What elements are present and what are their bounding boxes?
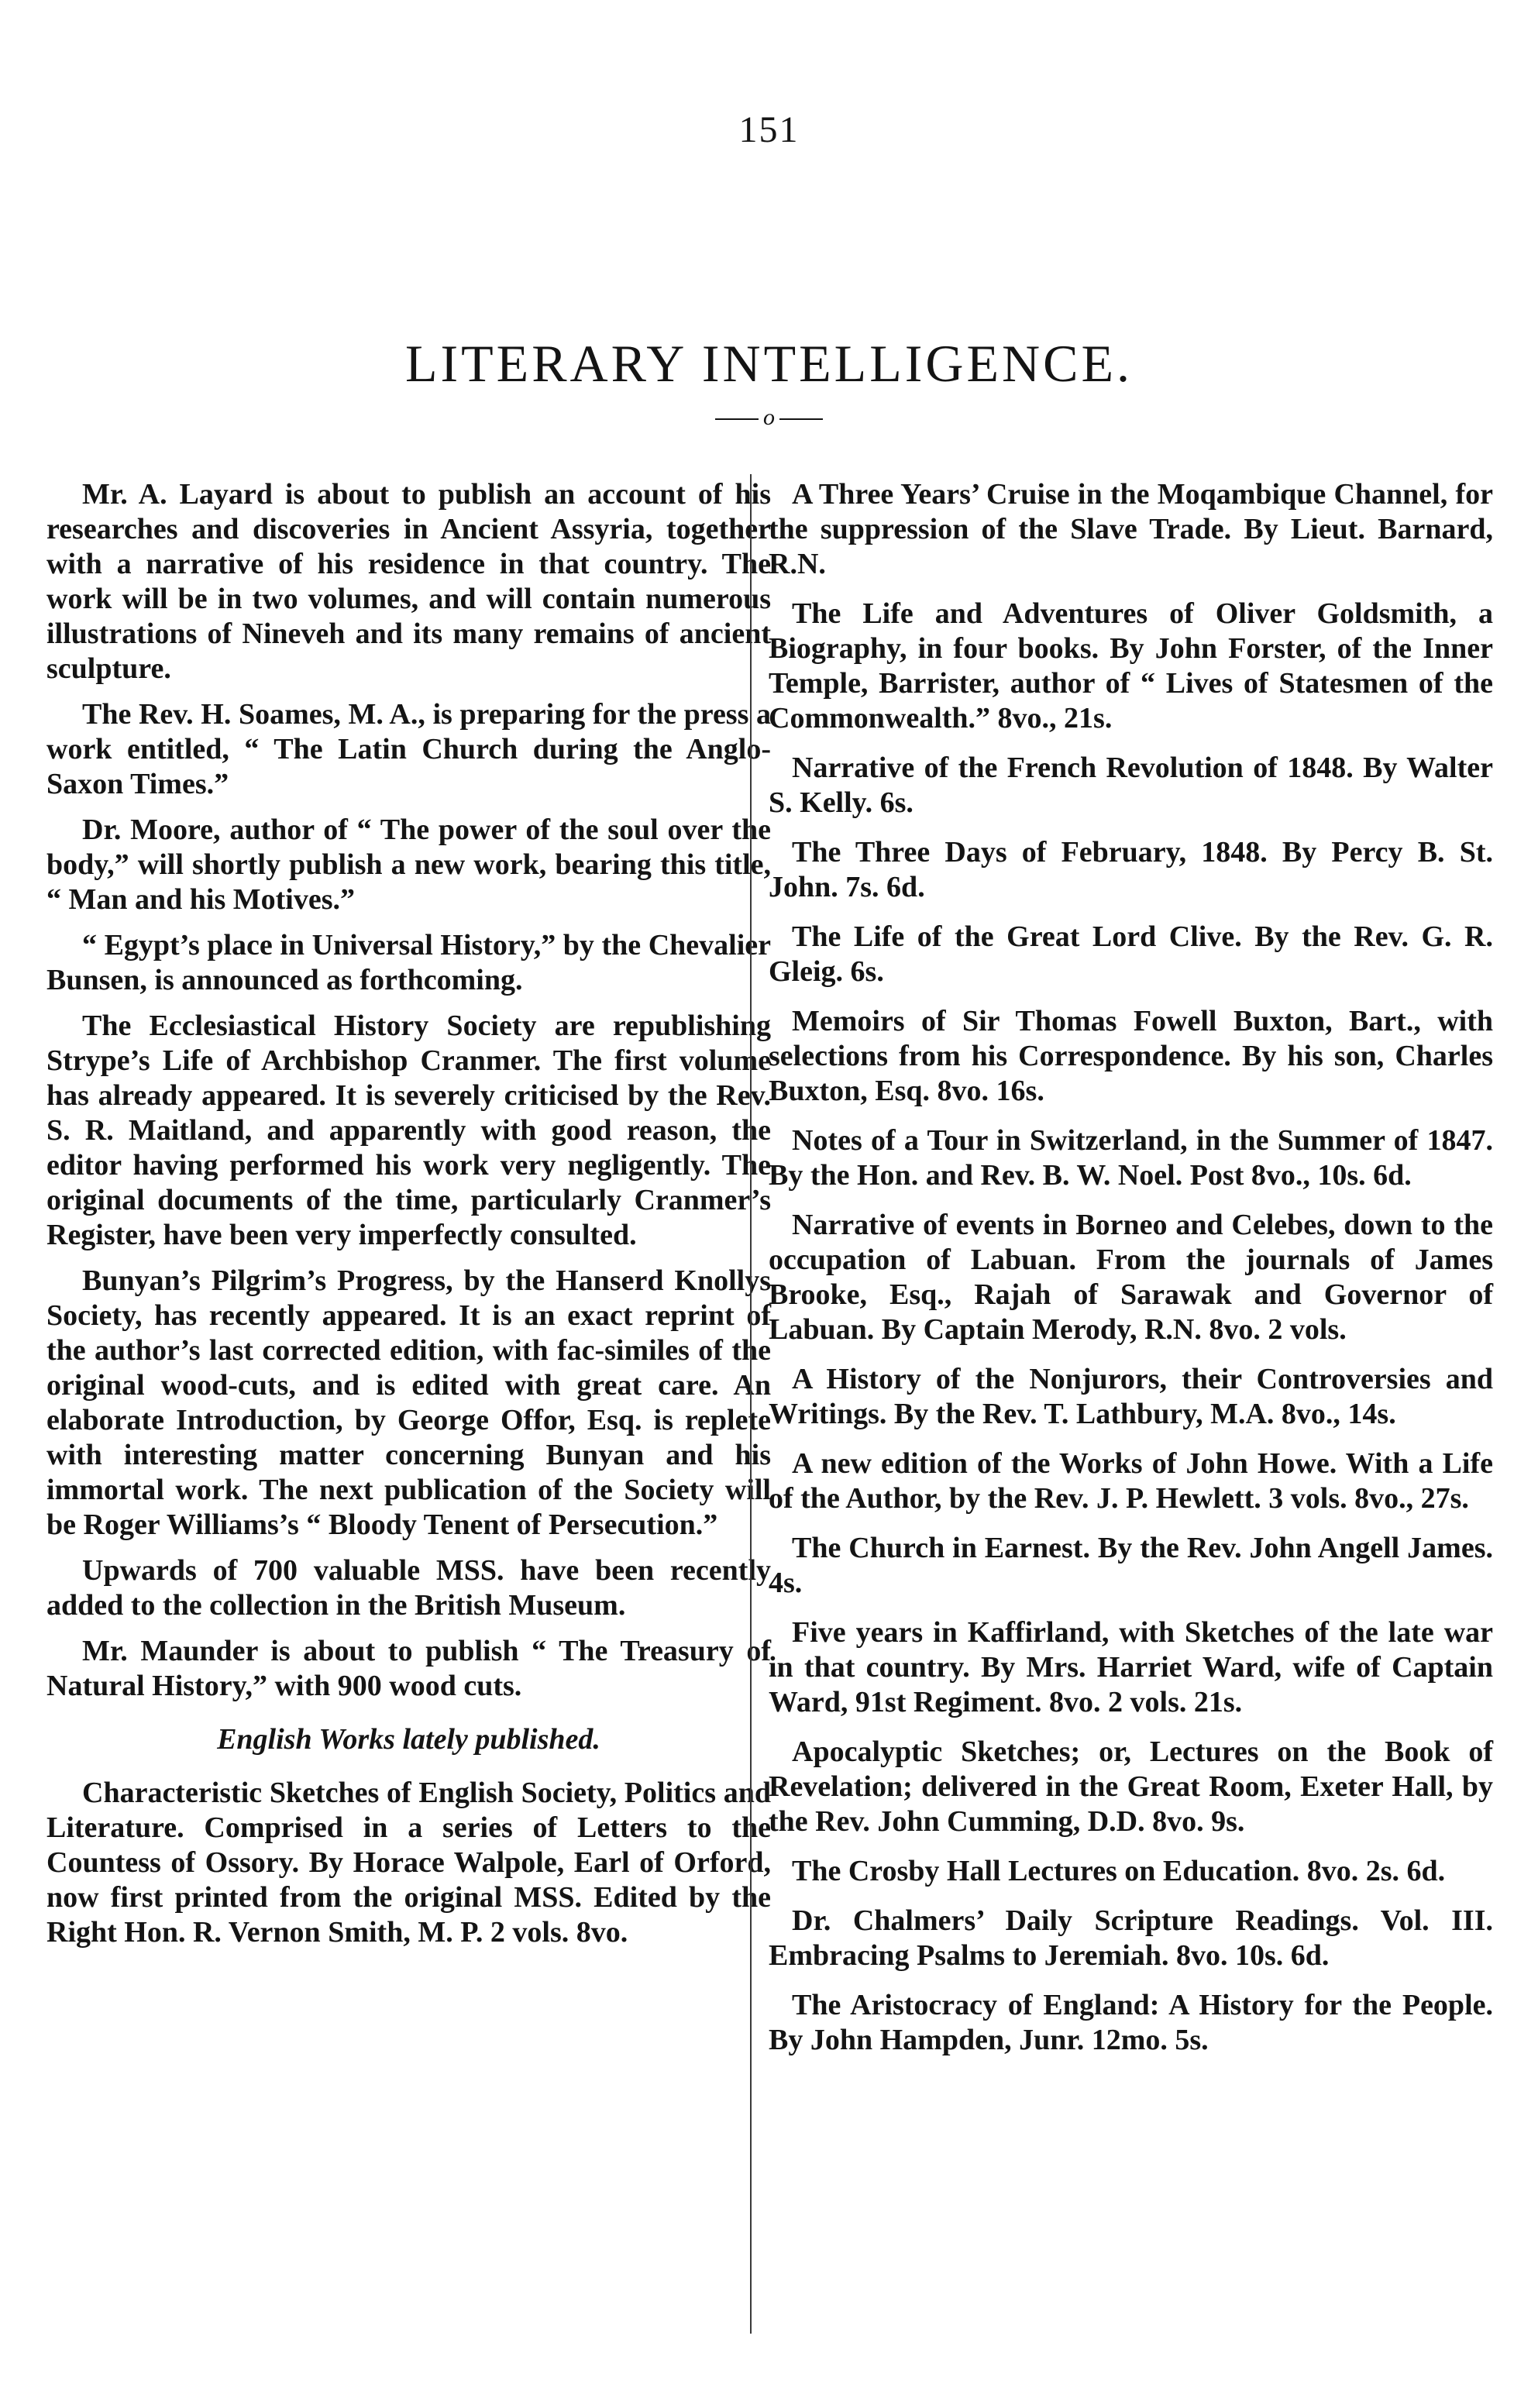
book-entry: Narrative of the French Revolution of 1848. By Walter S. Kelly. 6s. [769, 752, 1493, 819]
book-entry: Apocalyptic Sketches; or, Lectures on the Book of Revelation; delivered in the Great Room, Exeter Hall, by the Rev. John Cumming, D.D. 8vo. 9s. [769, 1735, 1493, 1838]
book-entry: A History of the Nonjurors, their Controversies and Writings. By the Rev. T. Lathbury, M.A. 8vo., 14s. [769, 1363, 1493, 1430]
ornament-mark: o [763, 404, 775, 430]
book-entry: Narrative of events in Borneo and Celebes, down to the occupation of Labuan. From the journals of James Brooke, Esq., Rajah of Sarawak and Governor of Labuan. By Captain Merody, R.N. 8vo. 2 vols. [769, 1209, 1493, 1346]
page-number: 151 [738, 109, 800, 150]
article-paragraph: The Ecclesiastical History Society are republishing Strype’s Life of Archbishop Cranmer. The first volume has already appeared. It is severely criticised by the Rev. S. R. Maitland, and apparently with good reason, the editor having performed his work very negligently. The original documents of the time, particularly Cranmer’s Register, have been very imperfectly consulted. [46, 1010, 771, 1251]
article-paragraph: Mr. Maunder is about to publish “ The Treasury of Natural History,” with 900 wood cuts. [46, 1635, 771, 1702]
book-entry: Characteristic Sketches of English Society, Politics and Literature. Comprised in a series of Letters to the Countess of Ossory. By Horace Walpole, Earl of Orford, now first printed from the original MSS. Edited by the Right Hon. R. Vernon Smith, M. P. 2 vols. 8vo. [46, 1777, 771, 1949]
article-paragraph: Mr. A. Layard is about to publish an account of his researches and discoveries in Ancient Assyria, together with a narrative of his residence in that country. The work will be in two volumes, and will contain numerous illustrations of Nineveh and its many remains of ancient sculpture. [46, 478, 771, 685]
book-entry: A Three Years’ Cruise in the Moqambique Channel, for the suppression of the Slave Trade. By Lieut. Barnard, R.N. [769, 478, 1493, 580]
title-ornament [0, 404, 1538, 431]
book-entry: Five years in Kaffirland, with Sketches of the late war in that country. By Mrs. Harriet Ward, wife of Captain Ward, 91st Regiment. 8vo. 2 vols. 21s. [769, 1616, 1493, 1718]
book-entry: The Crosby Hall Lectures on Education. 8vo. 2s. 6d. [792, 1855, 1446, 1887]
book-entry: Memoirs of Sir Thomas Fowell Buxton, Bart., with selections from his Correspondence. By his son, Charles Buxton, Esq. 8vo. 16s. [769, 1005, 1493, 1107]
section-subheading: English Works lately published. [217, 1723, 600, 1756]
article-paragraph: “ Egypt’s place in Universal History,” by the Chevalier Bunsen, is announced as forthcoming. [46, 929, 771, 996]
book-entry: The Three Days of February, 1848. By Percy B. St. John. 7s. 6d. [769, 836, 1493, 903]
book-entry: Notes of a Tour in Switzerland, in the Summer of 1847. By the Hon. and Rev. B. W. Noel. Post 8vo., 10s. 6d. [769, 1124, 1493, 1192]
book-entry: The Aristocracy of England: A History for the People. By John Hampden, Junr. 12mo. 5s. [769, 1989, 1493, 2056]
book-entry: The Church in Earnest. By the Rev. John Angell James. 4s. [769, 1532, 1493, 1599]
book-entry: The Life and Adventures of Oliver Goldsmith, a Biography, in four books. By John Forster, of the Inner Temple, Barrister, author of “ Lives of Statesmen of the Commonwealth.” 8vo., 21s. [769, 597, 1493, 734]
article-paragraph: The Rev. H. Soames, M. A., is preparing for the press a work entitled, “ The Latin Church during the Anglo-Saxon Times.” [46, 698, 771, 800]
ornament-rule-right [779, 418, 823, 420]
article-paragraph: Dr. Moore, author of “ The power of the soul over the body,” will shortly publish a new work, bearing this title, “ Man and his Motives.” [46, 814, 771, 916]
right-column [769, 477, 1493, 2073]
book-entry: Dr. Chalmers’ Daily Scripture Readings. Vol. III. Embracing Psalms to Jeremiah. 8vo. 10s. 6d. [769, 1904, 1493, 1972]
book-entry: The Life of the Great Lord Clive. By the Rev. G. R. Gleig. 6s. [769, 920, 1493, 988]
column-divider [750, 474, 752, 2334]
article-paragraph: Bunyan’s Pilgrim’s Progress, by the Hanserd Knollys Society, has recently appeared. It is an exact reprint of the author’s last corrected edition, with fac-similes of the original wood-cuts, and is edited with great care. An elaborate Introduction, by George Offor, Esq. is replete with interesting matter concerning Bunyan and his immortal work. The next publication of the Society will be Roger Williams’s “ Bloody Tenent of Persecution.” [46, 1264, 771, 1541]
page-title: LITERARY INTELLIGENCE. [404, 334, 1134, 393]
book-entry: A new edition of the Works of John Howe. With a Life of the Author, by the Rev. J. P. Hewlett. 3 vols. 8vo., 27s. [769, 1447, 1493, 1515]
ornament-rule-left [715, 418, 759, 420]
left-column [46, 477, 771, 1961]
article-paragraph: Upwards of 700 valuable MSS. have been recently added to the collection in the British Museum. [46, 1554, 771, 1622]
